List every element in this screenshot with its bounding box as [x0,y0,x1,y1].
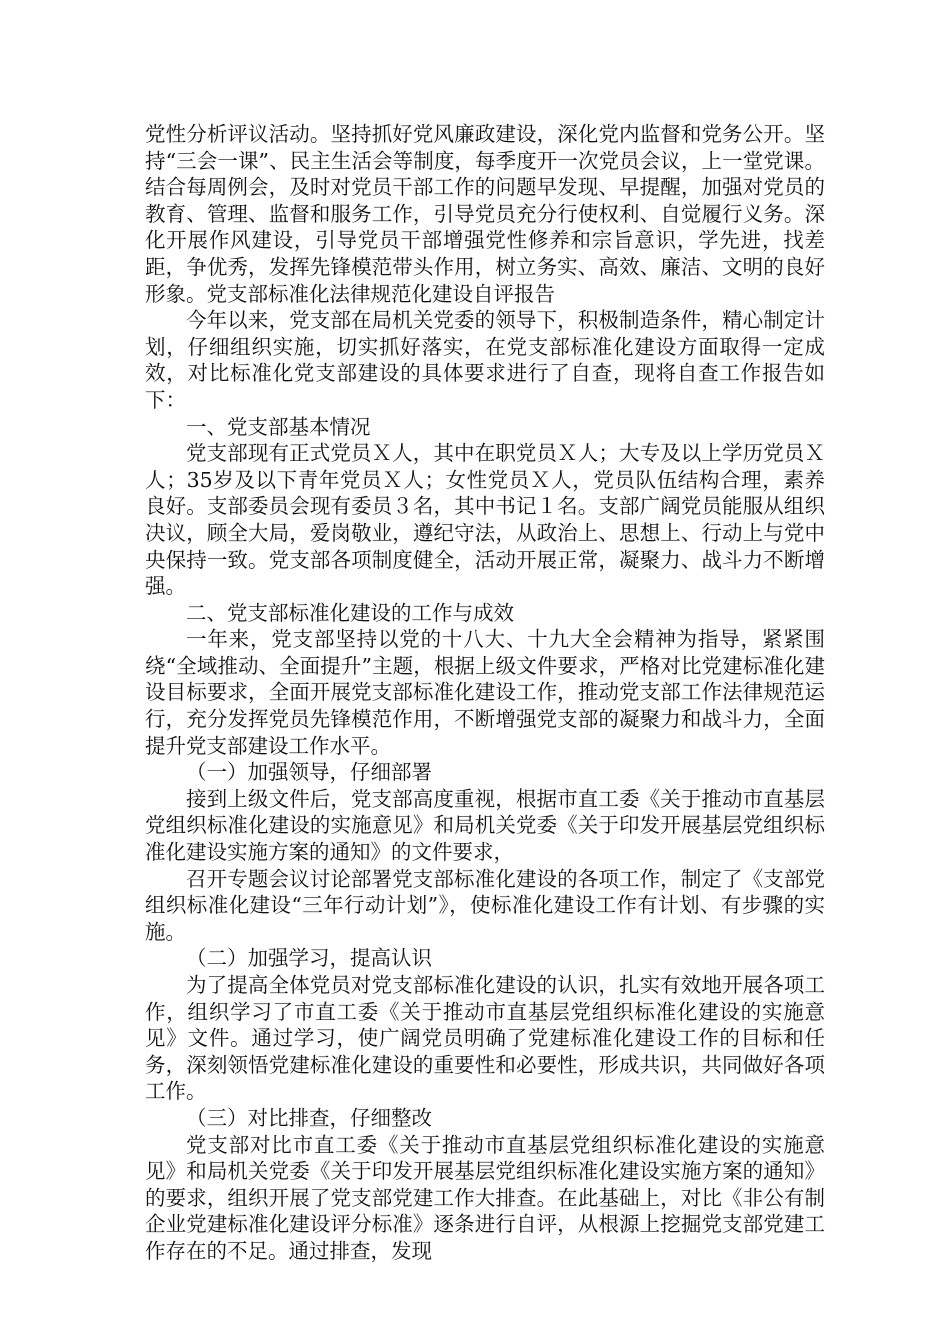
paragraph-8: 党支部对比市直工委《关于推动市直基层党组织标准化建设的实施意见》和局机关党委《关于印发开展基层党组织标准化建设实施方案的通知》的要求，组织开展了党支部党建工作大排查。在此基础上，对比《非公有制企业党建标准化建设评分标准》逐条进行自评，从根源上挖掘党支部党建工作存在的不足。通过排查，发现 [145,1132,825,1263]
subsection-heading-1: （一）加强领导，仔细部署 [186,760,432,785]
subsection-heading-3: （三）对比排查，仔细整改 [186,1105,432,1130]
paragraph-4: 一年来，党支部坚持以党的十八大、十九大全会精神为指导，紧紧围绕“全域推动、全面提升”主题，根据上级文件要求，严格对比党建标准化建设目标要求，全面开展党支部标准化建设工作，推动党支部工作法律规范运行，充分发挥党员先锋模范作用，不断增强党支部的凝聚力和战斗力，全面提升党支部建设工作水平。 [145,627,825,758]
subsection-heading-2: （二）加强学习，提高认识 [186,946,432,971]
paragraph-1: 党性分析评议活动。坚持抓好党风廉政建设，深化党内监督和党务公开。坚持“三会一课”、民主生活会等制度，每季度开一次党员会议，上一堂党课。结合每周例会，及时对党员干部工作的问题早发现、早提醒，加强对党员的教育、管理、监督和服务工作，引导党员充分行使权利、自觉履行义务。深化开展作风建设，引导党员干部增强党性修养和宗旨意识，学先进，找差距，争优秀，发挥先锋模范带头作用，树立务实、高效、廉洁、文明的良好形象。党支部标准化法律规范化建设自评报告 [145,122,825,306]
section-heading-2: 二、党支部标准化建设的工作与成效 [186,600,514,625]
paragraph-6: 召开专题会议讨论部署党支部标准化建设的各项工作，制定了《支部党组织标准化建设“三年行动计划”》，使标准化建设工作有计划、有步骤的实施。 [145,866,825,944]
document-body [145,121,825,1265]
paragraph-3: 党支部现有正式党员Ｘ人，其中在职党员Ｘ人；大专及以上学历党员Ｘ人；35岁及以下青年党员Ｘ人；女性党员Ｘ人，党员队伍结构合理，素养良好。支部委员会现有委员３名，其中书记１名。支部广阔党员能服从组织决议，顾全大局，爱岗敬业，遵纪守法，从政治上、思想上、行动上与党中央保持一致。党支部各项制度健全，活动开展正常，凝聚力、战斗力不断增强。 [145,441,825,599]
paragraph-5: 接到上级文件后，党支部高度重视，根据市直工委《关于推动市直基层党组织标准化建设的实施意见》和局机关党委《关于印发开展基层党组织标准化建设实施方案的通知》的文件要求， [145,786,825,865]
section-heading-1: 一、党支部基本情况 [186,414,371,439]
paragraph-7: 为了提高全体党员对党支部标准化建设的认识，扎实有效地开展各项工作，组织学习了市直工委《关于推动市直基层党组织标准化建设的实施意见》文件。通过学习，使广阔党员明确了党建标准化建设工作的目标和任务，深刻领悟党建标准化建设的重要性和必要性，形成共识，共同做好各项工作。 [145,973,825,1104]
paragraph-2: 今年以来，党支部在局机关党委的领导下，积极制造条件，精心制定计划，仔细组织实施，切实抓好落实，在党支部标准化建设方面取得一定成效，对比标准化党支部建设的具体要求进行了自查，现将自查工作报告如下： [145,308,825,412]
